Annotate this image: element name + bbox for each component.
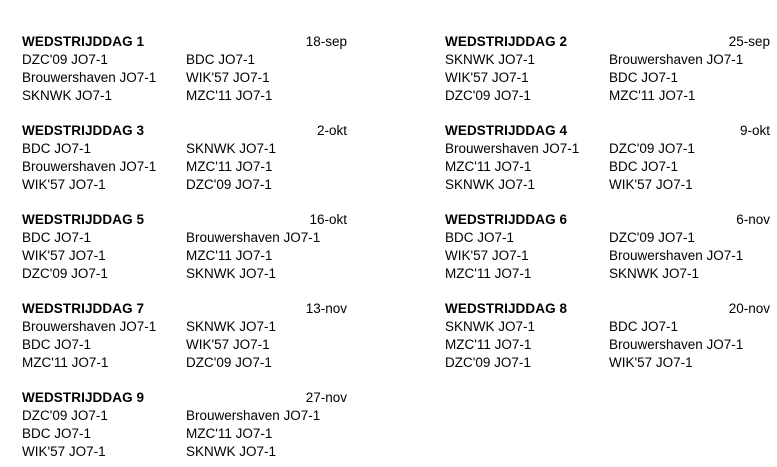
away-team: MZC'11 JO7-1	[186, 426, 273, 441]
matchday-block-3	[22, 122, 347, 194]
matchday-date: 18-sep	[305, 34, 347, 49]
matchday-header	[445, 122, 770, 140]
match-row	[22, 247, 347, 265]
matchday-title: WEDSTRIJDDAG 3	[22, 123, 145, 138]
match-row	[22, 354, 347, 372]
home-team: SKNWK JO7-1	[445, 319, 536, 334]
home-team: Brouwershaven JO7-1	[22, 70, 157, 85]
matchday-header	[445, 300, 770, 318]
home-team: MZC'11 JO7-1	[445, 159, 532, 174]
away-team: WIK'57 JO7-1	[609, 177, 693, 192]
match-row	[445, 229, 770, 247]
matchday-block-8	[445, 300, 770, 372]
match-row	[22, 69, 347, 87]
match-row	[22, 140, 347, 158]
away-team: MZC'11 JO7-1	[186, 159, 273, 174]
away-team: Brouwershaven JO7-1	[186, 230, 321, 245]
matchday-date: 6-nov	[736, 212, 770, 227]
match-row	[445, 265, 770, 283]
away-team: SKNWK JO7-1	[609, 266, 700, 281]
away-team: DZC'09 JO7-1	[609, 141, 695, 156]
home-team: WIK'57 JO7-1	[22, 444, 106, 459]
matchday-title: WEDSTRIJDDAG 1	[22, 34, 145, 49]
matchday-block-5	[22, 211, 347, 283]
away-team: MZC'11 JO7-1	[186, 88, 273, 103]
matchday-block-2	[445, 33, 770, 105]
match-row	[22, 425, 347, 443]
away-team: SKNWK JO7-1	[186, 444, 277, 459]
matchday-date: 9-okt	[739, 123, 770, 138]
match-row	[22, 407, 347, 425]
match-row	[22, 265, 347, 283]
home-team: Brouwershaven JO7-1	[22, 159, 157, 174]
matchday-block-1	[22, 33, 347, 105]
home-team: MZC'11 JO7-1	[445, 337, 532, 352]
matchday-header	[445, 33, 770, 51]
home-team: SKNWK JO7-1	[445, 52, 536, 67]
match-row	[22, 336, 347, 354]
away-team: BDC JO7-1	[609, 159, 679, 174]
matchday-block-6	[445, 211, 770, 283]
home-team: DZC'09 JO7-1	[445, 88, 531, 103]
home-team: SKNWK JO7-1	[445, 177, 536, 192]
away-team: Brouwershaven JO7-1	[186, 408, 321, 423]
matchday-header	[22, 33, 347, 51]
matchday-header	[22, 122, 347, 140]
home-team: DZC'09 JO7-1	[445, 355, 531, 370]
matchday-header	[22, 389, 347, 407]
match-row	[445, 247, 770, 265]
matchday-title: WEDSTRIJDDAG 8	[445, 301, 568, 316]
matchday-title: WEDSTRIJDDAG 7	[22, 301, 145, 316]
home-team: WIK'57 JO7-1	[22, 248, 106, 263]
matchday-header	[22, 300, 347, 318]
away-team: WIK'57 JO7-1	[186, 70, 270, 85]
away-team: BDC JO7-1	[609, 319, 679, 334]
away-team: MZC'11 JO7-1	[186, 248, 273, 263]
home-team: BDC JO7-1	[22, 426, 92, 441]
matchday-block-4	[445, 122, 770, 194]
home-team: DZC'09 JO7-1	[22, 266, 108, 281]
match-row	[445, 318, 770, 336]
home-team: WIK'57 JO7-1	[22, 177, 106, 192]
away-team: Brouwershaven JO7-1	[609, 52, 744, 67]
matchday-title: WEDSTRIJDDAG 4	[445, 123, 568, 138]
away-team: BDC JO7-1	[609, 70, 679, 85]
away-team: BDC JO7-1	[186, 52, 256, 67]
away-team: SKNWK JO7-1	[186, 319, 277, 334]
home-team: MZC'11 JO7-1	[22, 355, 109, 370]
home-team: WIK'57 JO7-1	[445, 70, 529, 85]
match-row	[22, 318, 347, 336]
away-team: SKNWK JO7-1	[186, 266, 277, 281]
away-team: WIK'57 JO7-1	[609, 355, 693, 370]
matchday-date: 2-okt	[316, 123, 347, 138]
home-team: BDC JO7-1	[22, 230, 92, 245]
matchday-date: 16-okt	[309, 212, 347, 227]
match-row	[22, 176, 347, 194]
match-row	[445, 51, 770, 69]
home-team: SKNWK JO7-1	[22, 88, 113, 103]
home-team: WIK'57 JO7-1	[445, 248, 529, 263]
matchday-title: WEDSTRIJDDAG 9	[22, 390, 145, 405]
match-row	[22, 51, 347, 69]
matchday-title: WEDSTRIJDDAG 6	[445, 212, 568, 227]
matchday-title: WEDSTRIJDDAG 5	[22, 212, 145, 227]
away-team: Brouwershaven JO7-1	[609, 337, 744, 352]
match-row	[22, 87, 347, 105]
matchday-block-9	[22, 389, 347, 461]
home-team: BDC JO7-1	[22, 337, 92, 352]
matchday-header	[445, 211, 770, 229]
home-team: BDC JO7-1	[22, 141, 92, 156]
away-team: Brouwershaven JO7-1	[609, 248, 744, 263]
matchday-title: WEDSTRIJDDAG 2	[445, 34, 568, 49]
match-row	[445, 158, 770, 176]
match-row	[445, 176, 770, 194]
home-team: Brouwershaven JO7-1	[445, 141, 580, 156]
home-team: DZC'09 JO7-1	[22, 408, 108, 423]
away-team: SKNWK JO7-1	[186, 141, 277, 156]
match-row	[22, 443, 347, 461]
matchday-date: 20-nov	[728, 301, 770, 316]
matchday-header	[22, 211, 347, 229]
away-team: DZC'09 JO7-1	[186, 177, 272, 192]
match-row	[445, 87, 770, 105]
away-team: WIK'57 JO7-1	[186, 337, 270, 352]
home-team: Brouwershaven JO7-1	[22, 319, 157, 334]
match-row	[445, 336, 770, 354]
match-row	[445, 140, 770, 158]
match-row	[22, 158, 347, 176]
away-team: DZC'09 JO7-1	[186, 355, 272, 370]
matchday-date: 27-nov	[305, 390, 347, 405]
home-team: BDC JO7-1	[445, 230, 515, 245]
away-team: MZC'11 JO7-1	[609, 88, 696, 103]
matchday-date: 25-sep	[728, 34, 770, 49]
matchday-block-7	[22, 300, 347, 372]
match-row	[445, 354, 770, 372]
home-team: MZC'11 JO7-1	[445, 266, 532, 281]
away-team: DZC'09 JO7-1	[609, 230, 695, 245]
matchday-date: 13-nov	[305, 301, 347, 316]
home-team: DZC'09 JO7-1	[22, 52, 108, 67]
match-row	[445, 69, 770, 87]
match-row	[22, 229, 347, 247]
